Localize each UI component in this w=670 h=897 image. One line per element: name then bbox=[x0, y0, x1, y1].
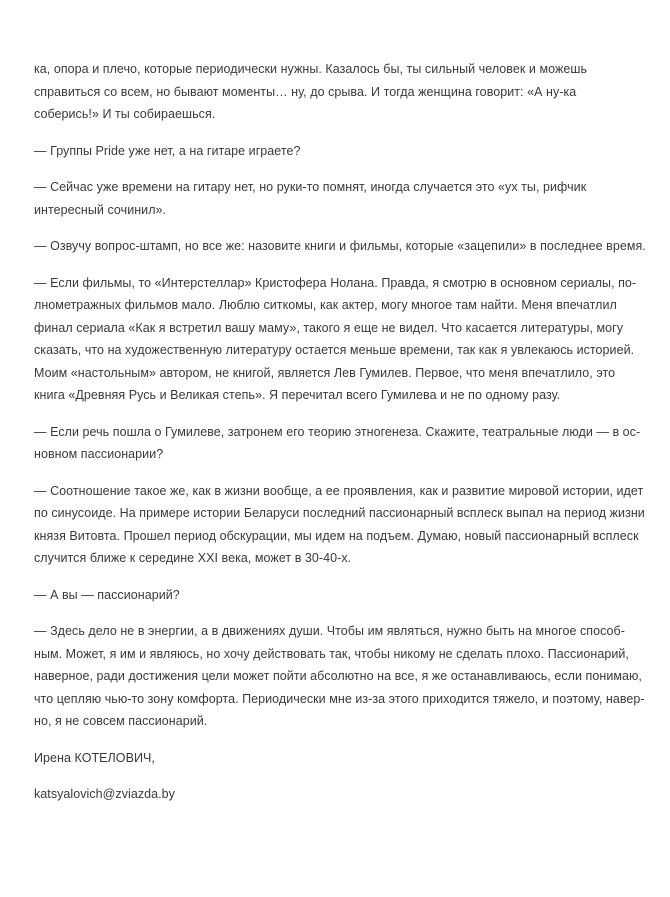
question-paragraph bbox=[34, 235, 670, 258]
text-line: интересный сочинил». bbox=[34, 202, 167, 217]
paragraph bbox=[34, 58, 670, 126]
text-line: ка, опора и плечо, которые периодически нужны. Казалось бы, ты сильный человек и можешь bbox=[34, 62, 588, 76]
text-line: — Соотношение такое же, как в жизни вообще, а ее проявления, как и развитие мировой истории, идет bbox=[34, 483, 644, 498]
text-line: — Здесь дело не в энергии, а в движениях души. Чтобы им являться, нужно быть на многое способ- bbox=[34, 624, 625, 638]
answer-paragraph bbox=[34, 480, 670, 570]
text-line: что цепляю чью-то зону комфорта. Периодически мне из-за этого приходится тяжело, и поэтому, навер- bbox=[34, 691, 645, 706]
author-signature: Ирена КОТЕЛОВИЧ, bbox=[34, 750, 155, 765]
text-line: — А вы — пассионарий? bbox=[34, 587, 180, 602]
text-line: — Озвучу вопрос-штамп, но все же: назовите книги и фильмы, которые «зацепили» в последнее время. bbox=[34, 239, 646, 253]
text-line: лнометражных фильмов мало. Люблю ситкомы, как актер, могу многое там найти. Меня впечатлил bbox=[34, 298, 617, 312]
text-line: книга «Древняя Русь и Великая степь». Я перечитал всего Гумилева и не по одному разу. bbox=[34, 388, 561, 402]
answer-paragraph bbox=[34, 620, 670, 733]
text-line: случится ближе к середине XXI века, может в 30-40-х. bbox=[34, 551, 352, 565]
text-line: князя Витовта. Прошел период обскурации, мы идем на подъем. Думаю, новый пассионарный всплеск bbox=[34, 528, 639, 543]
text-line: по синусоиде. На примере истории Беларуси последний пассионарный всплеск выпал на период жизни bbox=[34, 506, 645, 520]
author-email: katsyalovich@zviazda.by bbox=[34, 787, 175, 801]
question-paragraph bbox=[34, 421, 670, 466]
text-line: — Группы Pride уже нет, а на гитаре играете? bbox=[34, 143, 301, 158]
article-body bbox=[34, 58, 670, 820]
answer-paragraph bbox=[34, 176, 670, 221]
text-line: новном пассионарии? bbox=[34, 447, 164, 461]
text-line: но, я не совсем пассионарий. bbox=[34, 714, 208, 728]
text-line: Моим «настольным» автором, не книгой, является Лев Гумилев. Первое, что меня впечатлило, это bbox=[34, 365, 616, 380]
text-line: финал сериала «Как я встретил вашу маму», такого я еще не видел. Что касается литературы, могу bbox=[34, 320, 624, 335]
text-line: соберись!» И ты собираешься. bbox=[34, 107, 216, 121]
text-line: наверное, ради достижения цели может пойти абсолютно на все, я же останавливаюсь, если понимаю, bbox=[34, 669, 642, 683]
text-line: справиться со всем, но бывают моменты… ну, до срыва. И тогда женщина говорит: «А ну-ка bbox=[34, 84, 577, 99]
question-paragraph bbox=[34, 584, 670, 607]
text-line: — Сейчас уже времени на гитару нет, но руки-то помнят, иногда случается это «ух ты, рифчик bbox=[34, 180, 587, 194]
text-line: — Если речь пошла о Гумилеве, затронем его теорию этногенеза. Скажите, театральные люди — в ос- bbox=[34, 424, 641, 439]
question-paragraph bbox=[34, 140, 670, 163]
text-line: ным. Может, я им и являюсь, но хочу действовать так, чтобы никому не сделать плохо. Пассионарий, bbox=[34, 646, 629, 661]
answer-paragraph bbox=[34, 272, 670, 407]
text-line: — Если фильмы, то «Интерстеллар» Кристофера Нолана. Правда, я смотрю в основном сериалы, по- bbox=[34, 275, 637, 290]
text-line: сказать, что на художественную литературу остается меньше времени, так как я увлекаюсь историей. bbox=[34, 343, 635, 357]
